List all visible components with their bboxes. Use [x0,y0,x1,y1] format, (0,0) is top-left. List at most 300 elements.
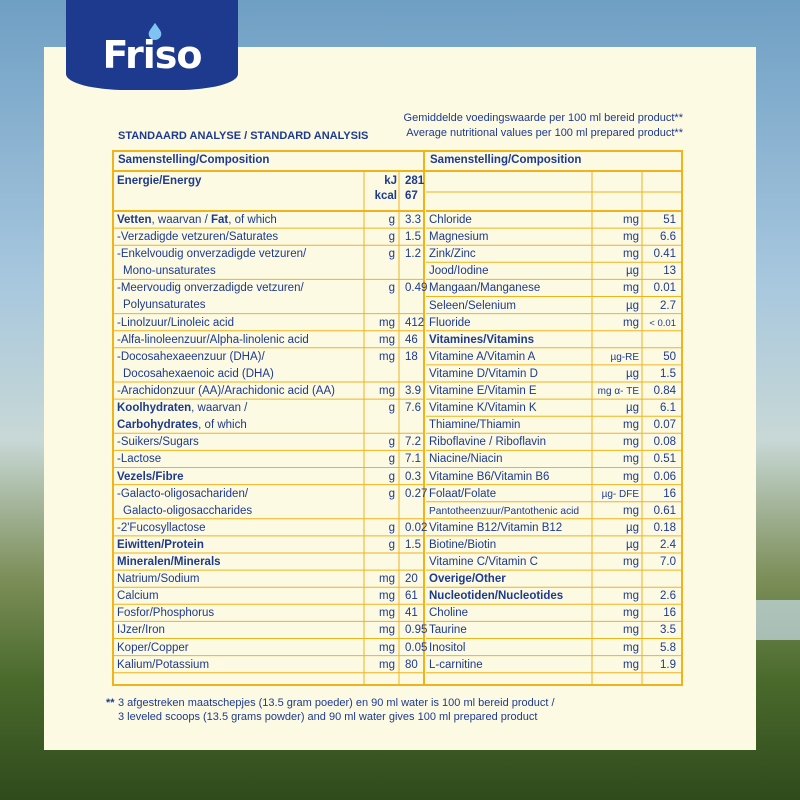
right-nutrient-row [426,315,680,332]
cell-text: Zink/Zinc [429,248,476,261]
table-cell [426,503,592,520]
cell-text: 1.5 [660,367,676,380]
table-cell [426,366,592,383]
left-nutrient-row [114,588,449,605]
left-nutrient-row [114,571,449,588]
table-cell [364,657,399,674]
left-nutrient-row [114,486,449,520]
cell-text: mg [379,385,395,397]
cell-text: g [388,436,395,449]
table-cell [426,520,592,537]
table-cell [114,315,364,332]
cell-text: mg [623,419,639,432]
cell-text: 7.2 [405,436,421,449]
table-cell [364,451,399,468]
left-nutrient-row [114,315,449,332]
cell-text: 80 [405,658,418,671]
right-nutrient-row [426,622,680,639]
right-nutrient-row [426,486,680,503]
table-cell [592,640,642,657]
cell-text: µg-RE [610,351,639,363]
table-cell [364,212,399,229]
cell-text: mg [623,248,639,261]
cell-text: mg [379,607,395,620]
cell-text: , of which [228,214,277,226]
table-cell [642,366,680,383]
cell-text: 7.6 [405,402,421,415]
cell-text: -Enkelvoudig onverzadigde vetzuren/ [117,248,307,261]
right-nutrient-row [426,366,680,383]
right-nutrient-row [426,640,680,657]
table-cell [642,503,680,520]
table-cell [426,469,592,486]
table-cell [642,280,680,297]
cell-text: mg [379,641,395,654]
table-cell [426,298,592,315]
right-nutrient-row [426,657,680,674]
table-cell [592,657,642,674]
table-cell [364,383,399,400]
table-cell [426,383,592,400]
right-nutrient-row [426,298,680,315]
table-cell [642,622,680,639]
table-cell [592,622,642,639]
table-cell [114,280,364,314]
left-nutrient-row [114,554,449,571]
table-cell [364,486,399,520]
table-cell [426,263,592,280]
table-cell [592,588,642,605]
left-nutrient-row [114,280,449,314]
cell-text: Koolhydraten [117,402,192,415]
cell-text: 6.1 [660,402,676,415]
table-cell [364,588,399,605]
cell-text: Energie/Energy [117,175,202,187]
table-cell [114,174,364,204]
cell-text: Samenstelling/Composition [118,154,270,166]
cell-text: Docosahexaenoic acid (DHA) [123,367,274,380]
cell-text: mg [623,658,639,671]
table-cell [114,657,364,674]
cell-text: 0.3 [405,470,421,483]
cell-text: mg [379,658,395,671]
cell-text: g [388,538,395,551]
cell-text: Galacto-oligosaccharides [123,504,253,517]
cell-text: 1.5 [405,231,421,244]
table-cell [114,212,364,229]
cell-text: µg [625,538,639,551]
table-cell [114,486,364,520]
cell-text: 2.7 [660,299,676,312]
table-cell [426,315,592,332]
table-cell [426,212,592,229]
cell-text: mg [623,316,639,329]
right-nutrient-row [426,280,680,297]
cell-text: Vitamine K/Vitamin K [429,402,537,415]
cell-text: Vitamine B12/Vitamin B12 [429,521,563,534]
table-cell [642,332,680,349]
cell-text: mg [623,470,639,483]
cell-text: Mangaan/Manganese [429,282,541,295]
table-cell [364,349,399,383]
cell-text: Folaat/Folate [429,487,497,500]
table-cell [642,520,680,537]
cell-text: Vitamine A/Vitamin A [429,350,536,363]
cell-text: 3.5 [660,624,676,637]
table-cell [114,537,364,554]
cell-text: mg [379,590,395,603]
cell-text: Mineralen/Minerals [117,556,221,568]
left-nutrient-row [114,332,449,349]
cell-text: 281 [405,175,425,187]
cell-text: Inositol [429,641,466,654]
table-cell [114,434,364,451]
table-cell [114,605,364,622]
table-cell [592,315,642,332]
left-nutrient-row [114,229,449,246]
cell-text: 1.9 [660,658,676,671]
nutrition-table [112,150,683,686]
table-cell [426,605,592,622]
table-cell [364,434,399,451]
table-cell [364,571,399,588]
table-cell [364,622,399,639]
table-cell [642,469,680,486]
left-nutrient-row [114,383,449,400]
cell-text: Koper/Copper [117,641,189,654]
cell-text: 0.05 [405,641,428,654]
cell-text: Vitamine C/Vitamin C [429,556,538,568]
table-cell [642,451,680,468]
left-heading-row [118,154,269,166]
cell-text: Vitamine B6/Vitamin B6 [429,470,550,483]
table-cell [364,520,399,537]
cell-text: mg [623,436,639,449]
cell-text: mg [379,624,395,637]
right-nutrient-row [426,554,680,571]
cell-text: µg [625,402,639,415]
table-cell [114,588,364,605]
right-nutrient-row [426,263,680,280]
right-nutrient-row [426,571,680,588]
right-nutrient-row [426,246,680,263]
table-cell [114,640,364,657]
table-cell [426,486,592,503]
right-nutrient-row [426,434,680,451]
table-cell [592,263,642,280]
cell-text: 13 [663,265,676,278]
left-nutrient-row [114,520,449,537]
cell-text: -Galacto-oligosachariden/ [117,487,249,500]
cell-text: g [388,453,395,466]
cell-text: -Arachidonzuur (AA)/Arachidonic acid (AA) [117,385,335,397]
right-nutrient-row [426,520,680,537]
cell-text: Magnesium [429,231,489,244]
cell-text: -Lactose [117,453,162,466]
cell-text: g [388,487,395,500]
cell-text: mg [623,556,639,568]
table-cell [114,229,364,246]
cell-text: 16 [663,487,676,500]
table-cell [642,400,680,417]
cell-text: < 0.01 [649,317,676,329]
cell-text: Fluoride [429,316,471,329]
cell-text: Eiwitten/Protein [117,538,204,551]
cell-text: -Verzadigde vetzuren/Saturates [117,231,279,244]
cell-text: 67 [405,190,418,202]
table-cell [426,640,592,657]
right-nutrient-row [426,349,680,366]
cell-text: Biotine/Biotin [429,538,497,551]
cell-text: -Docosahexaeenzuur (DHA)/ [117,350,265,363]
cell-text: Pantotheenzuur/Pantothenic acid [429,505,580,517]
right-nutrient-row [426,332,680,349]
table-cell [592,503,642,520]
analysis-heading: STANDAARD ANALYSE / STANDARD ANALYSIS [118,130,369,142]
table-cell [642,246,680,263]
table-cell [114,246,364,280]
cell-text: µg [625,265,639,278]
footnote: ** 3 afgestreken maatschepjes (13.5 gram poeder) en 90 ml water is 100 ml bereid product / 3 leveled scoops (13.5 grams powder) and 90 ml water gives 100 ml prepared product [106,697,555,723]
cell-text: -Alfa-linoleenzuur/Alpha-linolenic acid [117,333,309,346]
left-nutrient-row [114,640,449,657]
right-nutrient-row [426,605,680,622]
cell-text: 412 [405,316,425,329]
cell-text: µg [625,299,639,312]
table-cell [592,469,642,486]
cell-text: µg- DFE [601,488,639,500]
table-cell [426,229,592,246]
cell-text: -2'Fucosyllactose [117,521,206,534]
right-nutrient-row [426,537,680,554]
cell-text: 46 [405,333,418,346]
cell-text: Choline [429,607,468,620]
table-cell [592,229,642,246]
cell-text: 0.61 [653,504,676,517]
table-cell [114,622,364,639]
table-cell [364,469,399,486]
table-cell [426,280,592,297]
table-cell [592,212,642,229]
table-cell [592,520,642,537]
cell-text: , waarvan / [191,402,248,415]
table-cell [114,554,364,571]
cell-text: 0.08 [653,436,676,449]
table-cell [642,298,680,315]
table-cell [642,657,680,674]
table-cell [426,588,592,605]
right-nutrient-row [426,503,680,520]
left-nutrient-row [114,469,449,486]
table-cell [592,537,642,554]
cell-text: 0.07 [653,419,676,432]
table-cell [592,332,642,349]
table-cell [114,383,364,400]
table-cell [364,400,399,434]
table-cell [364,315,399,332]
cell-text: -Meervoudig onverzadigde vetzuren/ [117,282,304,295]
table-cell [364,554,399,571]
cell-text: 5.8 [660,641,676,654]
cell-text: mg α- TE [597,386,639,397]
cell-text: mg [623,624,639,637]
cell-text: 16 [663,607,676,620]
cell-text: µg [625,367,639,380]
cell-text: mg [379,350,395,363]
table-cell [364,605,399,622]
cell-text: 1.2 [405,248,421,261]
cell-text: Kalium/Potassium [117,658,210,671]
cell-text: 0.27 [405,487,428,500]
table-cell [592,298,642,315]
table-cell [114,520,364,537]
cell-text: g [388,521,395,534]
table-cell [642,212,680,229]
table-cell [114,571,364,588]
table-cell [642,229,680,246]
cell-text: mg [379,573,395,586]
table-cell [642,349,680,366]
cell-text: Carbohydrates [117,419,199,432]
left-nutrient-row [114,622,449,639]
table-cell [364,280,399,314]
cell-text: g [388,214,395,226]
left-nutrient-row [114,212,449,229]
cell-text: mg [623,231,639,244]
cell-text: 41 [405,607,418,620]
cell-text: Riboflavine / Riboflavin [429,436,546,449]
right-nutrient-row [426,469,680,486]
brand-name: Friso [102,33,202,77]
cell-text: 0.06 [653,470,676,483]
cell-text: g [388,282,395,295]
left-nutrient-row [114,451,449,468]
cell-text: g [388,402,395,415]
cell-text: mg [623,282,639,295]
cell-text: Vitamine D/Vitamin D [429,367,538,380]
cell-text: Vezels/Fibre [117,470,184,483]
cell-text: Fat [210,214,229,226]
cell-text: -Linolzuur/Linoleic acid [117,316,234,329]
table-cell [426,622,592,639]
table-cell [592,605,642,622]
cell-text: Vitamine E/Vitamin E [429,385,537,397]
table-cell [592,451,642,468]
cell-text: 0.95 [405,624,428,637]
table-cell [642,486,680,503]
cell-text: 0.41 [653,248,676,261]
table-cell [592,383,642,400]
left-nutrient-row [114,605,449,622]
friso-logo [66,0,238,90]
table-cell [426,417,592,434]
table-cell [642,315,680,332]
cell-text: kJ [384,175,397,187]
cell-text: -Suikers/Sugars [117,436,199,449]
cell-text: g [388,231,395,244]
table-cell [642,554,680,571]
cell-text: mg [379,316,395,329]
cell-text: mg [623,504,639,517]
cell-text: kcal [374,190,397,202]
table-cell [642,588,680,605]
cell-text: mg [379,333,395,346]
left-nutrient-row [114,434,449,451]
table-cell [642,605,680,622]
cell-text: L-carnitine [429,658,483,671]
right-heading-row [430,154,581,166]
cell-text: Natrium/Sodium [117,573,200,586]
cell-text: Seleen/Selenium [429,299,516,312]
table-cell [592,366,642,383]
right-nutrient-row [426,588,680,605]
table-cell [364,537,399,554]
right-nutrient-row [426,212,680,229]
cell-text: 7.0 [660,556,676,568]
left-nutrient-row [114,349,449,383]
cell-text: Jood/Iodine [429,265,489,278]
table-cell [426,657,592,674]
table-cell [642,571,680,588]
cell-text: 61 [405,590,418,603]
table-cell [426,451,592,468]
table-cell [114,332,364,349]
cell-text: , of which [198,419,247,432]
cell-text: 3.9 [405,385,421,397]
table-cell [592,400,642,417]
table-cell [364,640,399,657]
table-cell [399,174,449,204]
table-cell [364,246,399,280]
cell-text: 2.6 [660,590,676,603]
table-cell [642,263,680,280]
left-nutrient-row [114,537,449,554]
table-cell [592,554,642,571]
table-cell [364,332,399,349]
table-cell [364,229,399,246]
cell-text: 0.51 [653,453,676,466]
cell-text: 0.49 [405,282,428,295]
cell-text: 7.1 [405,453,421,466]
table-cell [592,486,642,503]
cell-text: Polyunsaturates [123,299,206,312]
cell-text: 1.5 [405,538,421,551]
energy-row [114,174,449,204]
cell-text: , waarvan / [151,214,211,226]
table-cell [426,571,592,588]
table-cell [364,174,399,204]
table-cell [426,554,592,571]
left-nutrient-row [114,246,449,280]
cell-text: Nucleotiden/Nucleotides [429,590,564,603]
table-cell [114,469,364,486]
cell-text: Chloride [429,214,472,226]
cell-text: Fosfor/Phosphorus [117,607,215,620]
left-nutrient-row [114,400,449,434]
table-cell [642,434,680,451]
table-cell [592,434,642,451]
table-cell [426,537,592,554]
cell-text: 3.3 [405,214,421,226]
right-nutrient-row [426,400,680,417]
table-cell [592,349,642,366]
table-cell [426,349,592,366]
cell-text: Calcium [117,590,159,603]
table-cell [592,417,642,434]
right-nutrient-row [426,229,680,246]
cell-text: g [388,470,395,483]
table-cell [114,451,364,468]
